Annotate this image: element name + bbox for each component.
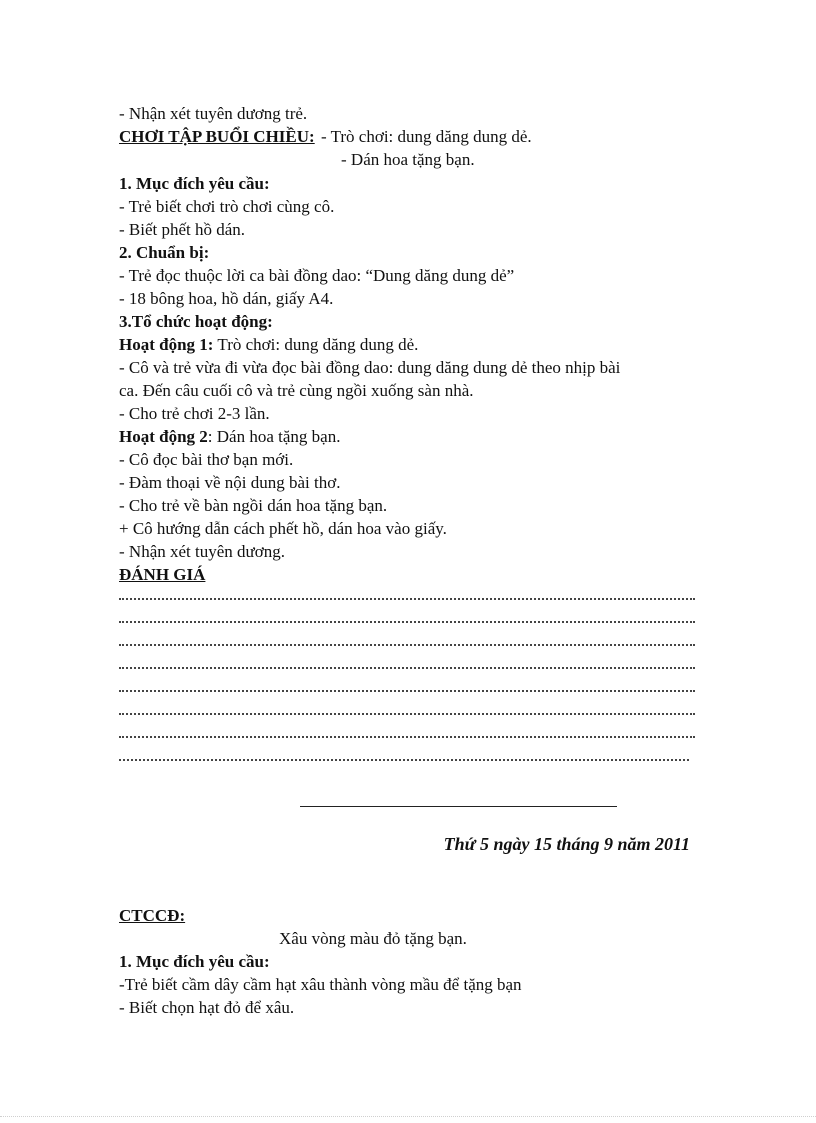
section-divider <box>300 806 617 807</box>
goal-line: - Biết phết hồ dán. <box>119 220 246 239</box>
evaluation-dotted-line <box>119 596 695 600</box>
ctccd-topic: Xâu vòng màu đỏ tặng bạn. <box>279 929 467 948</box>
evaluation-dotted-line <box>119 688 695 692</box>
activity-2-line <box>119 426 340 448</box>
prep-line: - 18 bông hoa, hồ dán, giấy A4. <box>119 289 334 308</box>
evaluation-dotted-line <box>119 711 695 715</box>
evaluation-dotted-line <box>119 665 695 669</box>
ctccd-heading: CTCCĐ: <box>119 906 186 925</box>
activity-1-label: Hoạt động 1: <box>119 335 214 354</box>
page-edge-dotted-line <box>0 1116 816 1117</box>
activity-1-text: Trò chơi: dung dăng dung dẻ. <box>213 335 419 354</box>
activity-1-title: - Trò chơi: dung dăng dung dẻ. <box>321 127 532 146</box>
activity-1-detail: - Cho trẻ chơi 2-3 lần. <box>119 404 270 423</box>
activity-1-line <box>119 334 418 356</box>
evaluation-dotted-line <box>119 619 695 623</box>
activity-2-text: : Dán hoa tặng bạn. <box>207 427 341 446</box>
praise-line: - Nhận xét tuyên dương trẻ. <box>119 104 308 123</box>
activity-2-detail: - Nhận xét tuyên dương. <box>119 542 285 561</box>
activity-2-detail: - Cho trẻ về bàn ngồi dán hoa tặng bạn. <box>119 496 388 515</box>
goal-line-2: -Trẻ biết cầm dây cầm hạt xâu thành vòng mầu để tặng bạn <box>119 975 522 994</box>
afternoon-play-heading: CHƠI TẬP BUỔI CHIỀU: <box>119 127 315 146</box>
evaluation-heading: ĐÁNH GIÁ <box>119 565 206 584</box>
prep-heading: 2. Chuẩn bị: <box>119 243 210 262</box>
organization-heading: 3.Tổ chức hoạt động: <box>119 312 273 331</box>
activity-2-detail: - Đàm thoại về nội dung bài thơ. <box>119 473 341 492</box>
activity-1-detail: - Cô và trẻ vừa đi vừa đọc bài đồng dao: dung dăng dung dẻ theo nhịp bài <box>119 358 621 377</box>
activity-2-detail: - Cô đọc bài thơ bạn mới. <box>119 450 294 469</box>
goals-heading-2: 1. Mục đích yêu cầu: <box>119 952 270 971</box>
goal-line-2: - Biết chọn hạt đỏ để xâu. <box>119 998 295 1017</box>
activity-2-title: - Dán hoa tặng bạn. <box>341 150 475 169</box>
activity-2-label: Hoạt động 2 <box>119 427 208 446</box>
activity-2-detail: + Cô hướng dẫn cách phết hồ, dán hoa vào giấy. <box>119 519 447 538</box>
evaluation-dotted-line <box>119 642 695 646</box>
goals-heading: 1. Mục đích yêu cầu: <box>119 174 270 193</box>
prep-line: - Trẻ đọc thuộc lời ca bài đồng dao: “Dung dăng dung dẻ” <box>119 266 515 285</box>
evaluation-dotted-line <box>119 734 695 738</box>
activity-1-detail: ca. Đến câu cuối cô và trẻ cùng ngồi xuống sàn nhà. <box>119 381 474 400</box>
date-line: Thứ 5 ngày 15 tháng 9 năm 2011 <box>443 834 690 854</box>
goal-line: - Trẻ biết chơi trò chơi cùng cô. <box>119 197 335 216</box>
evaluation-dotted-line <box>119 757 689 761</box>
